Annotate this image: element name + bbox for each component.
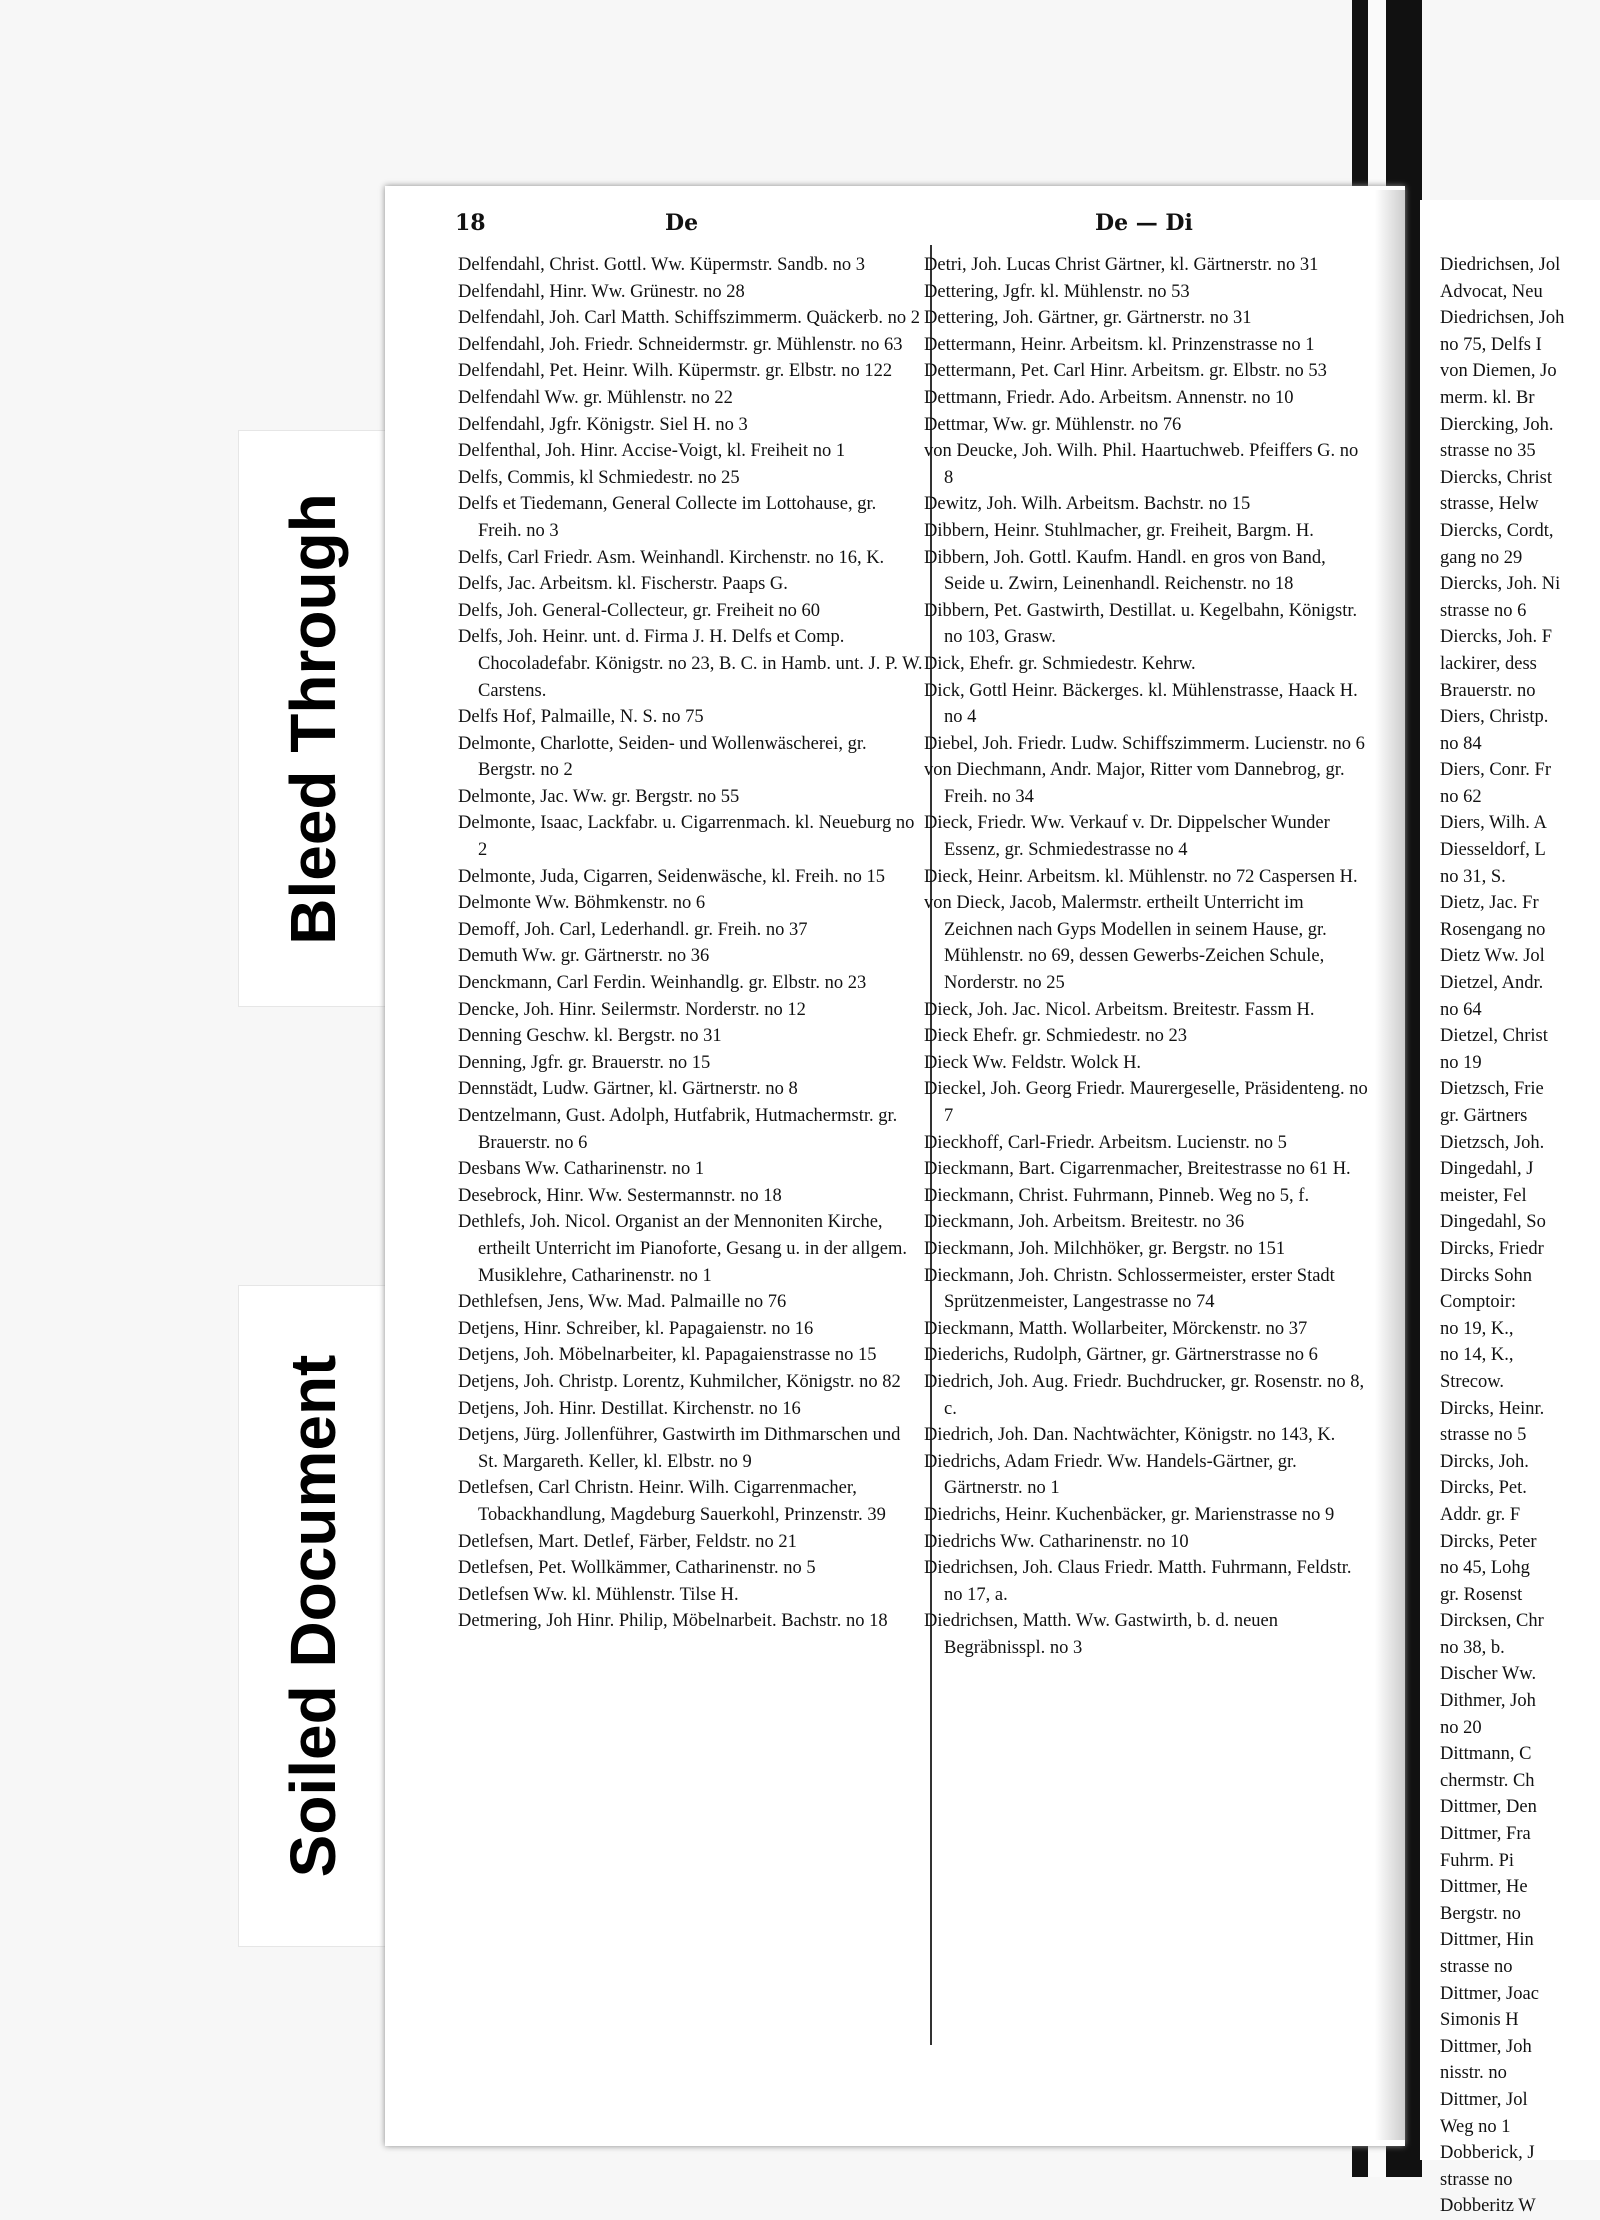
directory-entry: Dircks, Heinr. (1440, 1398, 1545, 1419)
left-column (458, 252, 924, 1635)
directory-entry: no 31, S. (1440, 866, 1506, 887)
directory-entry: Dircks Sohn (1440, 1265, 1532, 1286)
directory-entry: Diedrichsen, Joh. Claus Friedr. Matth. Fuhrmann, Feldstr. no 17, a. (924, 1558, 1352, 1605)
directory-entry: Dittmer, Joac (1440, 1983, 1539, 2004)
directory-entry: no 64 (1440, 999, 1482, 1020)
directory-entry: Dettering, Jgfr. kl. Mühlenstr. no 53 (924, 281, 1190, 302)
directory-entry: Delfenthal, Joh. Hinr. Accise-Voigt, kl. Freiheit no 1 (458, 441, 846, 462)
directory-entry: Dieckel, Joh. Georg Friedr. Maurergeselle, Präsidenteng. no 7 (924, 1079, 1368, 1126)
directory-entry: Dieckhoff, Carl-Friedr. Arbeitsm. Lucienstr. no 5 (924, 1132, 1287, 1153)
directory-entry: Dennstädt, Ludw. Gärtner, kl. Gärtnerstr. no 8 (458, 1079, 798, 1100)
directory-entry: Diesseldorf, L (1440, 840, 1546, 861)
directory-entry: Dietzsch, Frie (1440, 1079, 1544, 1100)
directory-entry: Diebel, Joh. Friedr. Ludw. Schiffszimmerm. Lucienstr. no 6 (924, 733, 1365, 754)
directory-entry: Dethlefsen, Jens, Ww. Mad. Palmaille no 76 (458, 1292, 787, 1313)
directory-entry: Dircks, Joh. (1440, 1451, 1529, 1472)
directory-entry: Dobberitz W (1440, 2196, 1536, 2217)
directory-entry: lackirer, dess (1440, 653, 1537, 674)
bleed-through-label: Bleed Through (277, 492, 349, 945)
directory-entry: strasse no (1440, 2169, 1513, 2190)
directory-entry: Comptoir: (1440, 1292, 1517, 1313)
page-number: 18 (455, 210, 486, 236)
directory-entry: Detlefsen, Mart. Detlef, Färber, Feldstr. no 21 (458, 1531, 797, 1552)
directory-entry: Dietz Ww. Jol (1440, 946, 1545, 967)
directory-entry: Dieckmann, Joh. Arbeitsm. Breitestr. no 36 (924, 1212, 1245, 1233)
directory-entry: Delfendahl, Joh. Friedr. Schneidermstr. gr. Mühlenstr. no 63 (458, 334, 903, 355)
directory-entry: gr. Rosenst (1440, 1584, 1523, 1605)
soiled-document-label: Soiled Document (277, 1354, 349, 1878)
directory-entry: Dettmann, Friedr. Ado. Arbeitsm. Annenstr. no 10 (924, 387, 1294, 408)
directory-entry: Dietzel, Andr. (1440, 973, 1544, 994)
directory-entry: Dobberick, J (1440, 2143, 1535, 2164)
directory-entry: Diederichs, Rudolph, Gärtner, gr. Gärtnerstrasse no 6 (924, 1345, 1318, 1366)
directory-entry: Dittmer, He (1440, 1877, 1528, 1898)
directory-entry: Detlefsen, Pet. Wollkämmer, Catharinenstr. no 5 (458, 1558, 816, 1579)
directory-entry: Dick, Ehefr. gr. Schmiedestr. Kehrw. (924, 653, 1196, 674)
directory-entry: Delfendahl, Pet. Heinr. Wilh. Küpermstr. gr. Elbstr. no 122 (458, 361, 893, 382)
directory-entry: Delfs et Tiedemann, General Collecte im Lottohause, gr. Freih. no 3 (458, 494, 877, 541)
directory-entry: Detjens, Joh. Christp. Lorentz, Kuhmilcher, Königstr. no 82 (458, 1371, 901, 1392)
directory-entry: von Diemen, Jo (1440, 361, 1557, 382)
directory-entry: Strecow. (1440, 1371, 1505, 1392)
directory-entry: Delmonte, Isaac, Lackfabr. u. Cigarrenmach. kl. Neueburg no 2 (458, 813, 915, 861)
directory-entry: Diercks, Cordt, (1440, 520, 1554, 541)
directory-entry: no 14, K., (1440, 1345, 1514, 1366)
directory-entry: Dettermann, Heinr. Arbeitsm. kl. Prinzenstrasse no 1 (924, 334, 1315, 355)
directory-entry: Diedrich, Joh. Aug. Friedr. Buchdrucker, gr. Rosenstr. no 8, c. (924, 1371, 1365, 1419)
directory-entry: Dibbern, Joh. Gottl. Kaufm. Handl. en gros von Band, Seide u. Zwirn, Leinenhandl. Reichenstr. no 18 (924, 547, 1326, 595)
directory-entry: Dittmer, Fra (1440, 1824, 1531, 1845)
directory-entry: gang no 29 (1440, 547, 1523, 568)
directory-entry: Dieck Ww. Feldstr. Wolck H. (924, 1052, 1142, 1073)
directory-entry: strasse, Helw (1440, 494, 1539, 515)
directory-entry: strasse no 6 (1440, 600, 1527, 621)
directory-entry: Dentzelmann, Gust. Adolph, Hutfabrik, Hutmachermstr. gr. Brauerstr. no 6 (458, 1106, 898, 1153)
directory-entry: Dingedahl, So (1440, 1212, 1546, 1233)
directory-entry: Demoff, Joh. Carl, Lederhandl. gr. Freih. no 37 (458, 919, 808, 940)
directory-entry: Detlefsen, Carl Christn. Heinr. Wilh. Cigarrenmacher, Tobackhandlung, Magdeburg Sauerkohl, Prinzenstr. 39 (458, 1478, 886, 1525)
directory-entry: Discher Ww. (1440, 1664, 1537, 1685)
directory-entry: Dietzel, Christ (1440, 1026, 1548, 1047)
directory-entry: Dieckmann, Joh. Christn. Schlossermeister, erster Stadt Sprützenmeister, Langestrasse no 74 (924, 1265, 1335, 1313)
directory-entry: Dibbern, Pet. Gastwirth, Destillat. u. Kegelbahn, Königstr. no 103, Grasw. (924, 600, 1358, 648)
directory-entry: Diedrichsen, Jol (1440, 255, 1561, 275)
directory-entry: Detjens, Hinr. Schreiber, kl. Papagaienstr. no 16 (458, 1318, 814, 1339)
directory-entry: Dithmer, Joh (1440, 1691, 1536, 1712)
directory-entry: Delfendahl Ww. gr. Mühlenstr. no 22 (458, 387, 733, 408)
directory-entry: Dieckmann, Joh. Milchhöker, gr. Bergstr. no 151 (924, 1238, 1286, 1259)
directory-entry: Dieckmann, Bart. Cigarrenmacher, Breitestrasse no 61 H. (924, 1159, 1351, 1180)
directory-entry: nisstr. no (1440, 2063, 1507, 2084)
directory-entry: Simonis H (1440, 2010, 1519, 2031)
directory-entry: Delfs, Carl Friedr. Asm. Weinhandl. Kirchenstr. no 16, K. (458, 547, 885, 568)
directory-entry: Diers, Wilh. A (1440, 813, 1547, 834)
directory-entry: Diedrichs, Adam Friedr. Ww. Handels-Gärtner, gr. Gärtnerstr. no 1 (924, 1451, 1297, 1499)
directory-entry: Delfs, Joh. Heinr. unt. d. Firma J. H. Delfs et Comp. Chocoladefabr. Königstr. no 23, B. C. in Hamb. unt. J. P. W. Carstens. (458, 627, 923, 701)
right-column (924, 252, 1369, 1661)
directory-entry: Diedrichs, Heinr. Kuchenbäcker, gr. Marienstrasse no 9 (924, 1504, 1335, 1525)
directory-entry: Dethlefs, Joh. Nicol. Organist an der Mennoniten Kirche, ertheilt Unterricht im Pianoforte, Gesang u. in der allgem. Musiklehre, Catharinenstr. no 1 (458, 1212, 907, 1286)
directory-entry: Dettering, Joh. Gärtner, gr. Gärtnerstr. no 31 (924, 308, 1252, 329)
directory-entry: Dittmer, Joh (1440, 2036, 1532, 2057)
directory-entry: Addr. gr. F (1440, 1504, 1521, 1525)
directory-entry: gr. Gärtners (1440, 1106, 1528, 1126)
directory-entry: Detri, Joh. Lucas Christ Gärtner, kl. Gärtnerstr. no 31 (924, 255, 1319, 275)
directory-entry: Dick, Gottl Heinr. Bäckerges. kl. Mühlenstrasse, Haack H. no 4 (924, 680, 1358, 728)
directory-entry: Dingedahl, J (1440, 1159, 1534, 1180)
directory-entry: Delfs, Commis, kl Schmiedestr. no 25 (458, 467, 740, 488)
directory-entry: Dewitz, Joh. Wilh. Arbeitsm. Bachstr. no 15 (924, 494, 1251, 515)
directory-entry: Delmonte, Jac. Ww. gr. Bergstr. no 55 (458, 786, 740, 807)
directory-entry: Desbans Ww. Catharinenstr. no 1 (458, 1159, 705, 1180)
directory-entry: Dittmann, C (1440, 1744, 1532, 1765)
directory-entry: Denckmann, Carl Ferdin. Weinhandlg. gr. Elbstr. no 23 (458, 973, 867, 994)
directory-entry: Dircks, Pet. (1440, 1478, 1527, 1499)
directory-entry: Bergstr. no (1440, 1903, 1521, 1924)
directory-entry: strasse no (1440, 1957, 1513, 1977)
directory-entry: Desebrock, Hinr. Ww. Sestermannstr. no 18 (458, 1185, 782, 1206)
directory-entry: Detjens, Joh. Hinr. Destillat. Kirchenstr. no 16 (458, 1398, 801, 1419)
directory-entry: Delmonte, Juda, Cigarren, Seidenwäsche, kl. Freih. no 15 (458, 866, 885, 887)
directory-entry: von Deucke, Joh. Wilh. Phil. Haartuchweb. Pfeiffers G. no 8 (924, 441, 1359, 488)
directory-entry: Detmering, Joh Hinr. Philip, Möbelnarbeit. Bachstr. no 18 (458, 1611, 888, 1632)
bleed-through-tab (238, 430, 388, 1007)
directory-entry: von Diechmann, Andr. Major, Ritter vom Dannebrog, gr. Freih. no 34 (924, 760, 1345, 807)
directory-entry: Delmonte, Charlotte, Seiden- und Wollenwäscherei, gr. Bergstr. no 2 (458, 733, 867, 781)
directory-entry: Delmonte Ww. Böhmkenstr. no 6 (458, 893, 706, 914)
directory-entry: Weg no 1 (1440, 2116, 1511, 2137)
directory-entry: Dircks, Peter (1440, 1531, 1537, 1552)
directory-entry: Denning Geschw. kl. Bergstr. no 31 (458, 1026, 722, 1047)
directory-entry: Delfendahl, Joh. Carl Matth. Schiffszimmerm. Quäckerb. no 2 (458, 308, 921, 329)
directory-entry: Delfs, Joh. General-Collecteur, gr. Freiheit no 60 (458, 600, 820, 621)
directory-entry: Delfendahl, Christ. Gottl. Ww. Küpermstr. Sandb. no 3 (458, 255, 865, 275)
directory-entry: Fuhrm. Pi (1440, 1850, 1515, 1871)
running-header-left: De (665, 210, 699, 236)
directory-entry: Brauerstr. no (1440, 680, 1536, 701)
directory-entry: Delfs, Jac. Arbeitsm. kl. Fischerstr. Paaps G. (458, 574, 788, 595)
directory-entry: Dieckmann, Matth. Wollarbeiter, Mörckenstr. no 37 (924, 1318, 1308, 1339)
directory-entry: no 20 (1440, 1717, 1482, 1738)
directory-entry: Diers, Conr. Fr (1440, 760, 1551, 781)
directory-entry: no 75, Delfs I (1440, 334, 1542, 355)
directory-entry: no 38, b. (1440, 1637, 1505, 1658)
directory-entry: Dieckmann, Christ. Fuhrmann, Pinneb. Weg no 5, f. (924, 1185, 1310, 1206)
directory-entry: Diercking, Joh. (1440, 414, 1554, 435)
directory-entry: chermstr. Ch (1440, 1770, 1535, 1791)
directory-entry: Diedrichsen, Joh (1440, 308, 1565, 329)
directory-entry: Dittmer, Jol (1440, 2089, 1528, 2110)
page-gutter-shadow (1375, 190, 1405, 2140)
directory-entry: Diedrichsen, Matth. Ww. Gastwirth, b. d. neuen Begräbnisspl. no 3 (924, 1611, 1278, 1658)
directory-entry: Diercks, Christ (1440, 467, 1553, 488)
soiled-document-tab (238, 1285, 388, 1947)
directory-entry: Dieck, Friedr. Ww. Verkauf v. Dr. Dippelscher Wunder Essenz, gr. Schmiedestrasse no 4 (924, 813, 1330, 861)
directory-entry: Dieck, Heinr. Arbeitsm. kl. Mühlenstr. no 72 Caspersen H. (924, 866, 1358, 887)
directory-entry: Dettermann, Pet. Carl Hinr. Arbeitsm. gr. Elbstr. no 53 (924, 361, 1327, 382)
directory-entry: Dibbern, Heinr. Stuhlmacher, gr. Freiheit, Bargm. H. (924, 520, 1314, 541)
directory-entry: Delfendahl, Jgfr. Königstr. Siel H. no 3 (458, 414, 748, 435)
directory-entry: Diers, Christp. (1440, 707, 1549, 728)
directory-entry: Detjens, Joh. Möbelnarbeiter, kl. Papagaienstrasse no 15 (458, 1345, 877, 1366)
directory-entry: no 19, K., (1440, 1318, 1514, 1339)
directory-entry: Diedrichs Ww. Catharinenstr. no 10 (924, 1531, 1189, 1552)
directory-entry: Delfs Hof, Palmaille, N. S. no 75 (458, 707, 704, 728)
directory-entry: Diercks, Joh. F (1440, 627, 1553, 648)
facing-page-column (1440, 252, 1600, 2220)
directory-entry: Rosengang no (1440, 919, 1546, 940)
directory-entry: Dencke, Joh. Hinr. Seilermstr. Norderstr. no 12 (458, 999, 806, 1020)
directory-entry: Delfendahl, Hinr. Ww. Grünestr. no 28 (458, 281, 745, 302)
directory-entry: Denning, Jgfr. gr. Brauerstr. no 15 (458, 1052, 711, 1073)
directory-entry: Dittmer, Hin (1440, 1930, 1534, 1951)
directory-entry: merm. kl. Br (1440, 387, 1535, 408)
directory-entry: strasse no 35 (1440, 441, 1536, 462)
directory-entry: Dietzsch, Joh. (1440, 1132, 1545, 1153)
directory-entry: Dettmar, Ww. gr. Mühlenstr. no 76 (924, 414, 1182, 435)
directory-entry: Advocat, Neu (1440, 281, 1543, 302)
directory-entry: Dieck Ehefr. gr. Schmiedestr. no 23 (924, 1026, 1188, 1047)
directory-entry: no 62 (1440, 786, 1482, 807)
directory-entry: Dircksen, Chr (1440, 1611, 1544, 1632)
directory-entry: von Dieck, Jacob, Malermstr. ertheilt Unterricht im Zeichnen nach Gyps Modellen in seinem Hause, gr. Mühlenstr. no 69, dessen Gewerbs-Zeichen Schule, Norderstr. no 25 (924, 893, 1327, 994)
running-header-right: De — Di (1095, 210, 1193, 236)
directory-entry: Dietz, Jac. Fr (1440, 893, 1539, 914)
directory-entry: Diedrich, Joh. Dan. Nachtwächter, Königstr. no 143, K. (924, 1425, 1336, 1446)
directory-entry: Detjens, Jürg. Jollenführer, Gastwirth im Dithmarschen und St. Margareth. Keller, kl. Elbstr. no 9 (458, 1425, 901, 1472)
directory-entry: no 45, Lohg (1440, 1558, 1530, 1579)
directory-entry: no 84 (1440, 733, 1482, 754)
directory-entry: Diercks, Joh. Ni (1440, 574, 1561, 595)
directory-entry: Dircks, Friedr (1440, 1238, 1544, 1259)
directory-entry: no 19 (1440, 1052, 1482, 1073)
directory-entry: Detlefsen Ww. kl. Mühlenstr. Tilse H. (458, 1584, 739, 1605)
directory-entry: Demuth Ww. gr. Gärtnerstr. no 36 (458, 946, 710, 967)
directory-entry: Dieck, Joh. Jac. Nicol. Arbeitsm. Breitestr. Fassm H. (924, 999, 1315, 1020)
directory-entry: meister, Fel (1440, 1185, 1527, 1206)
directory-entry: Dittmer, Den (1440, 1797, 1537, 1818)
directory-entry: strasse no 5 (1440, 1425, 1527, 1446)
